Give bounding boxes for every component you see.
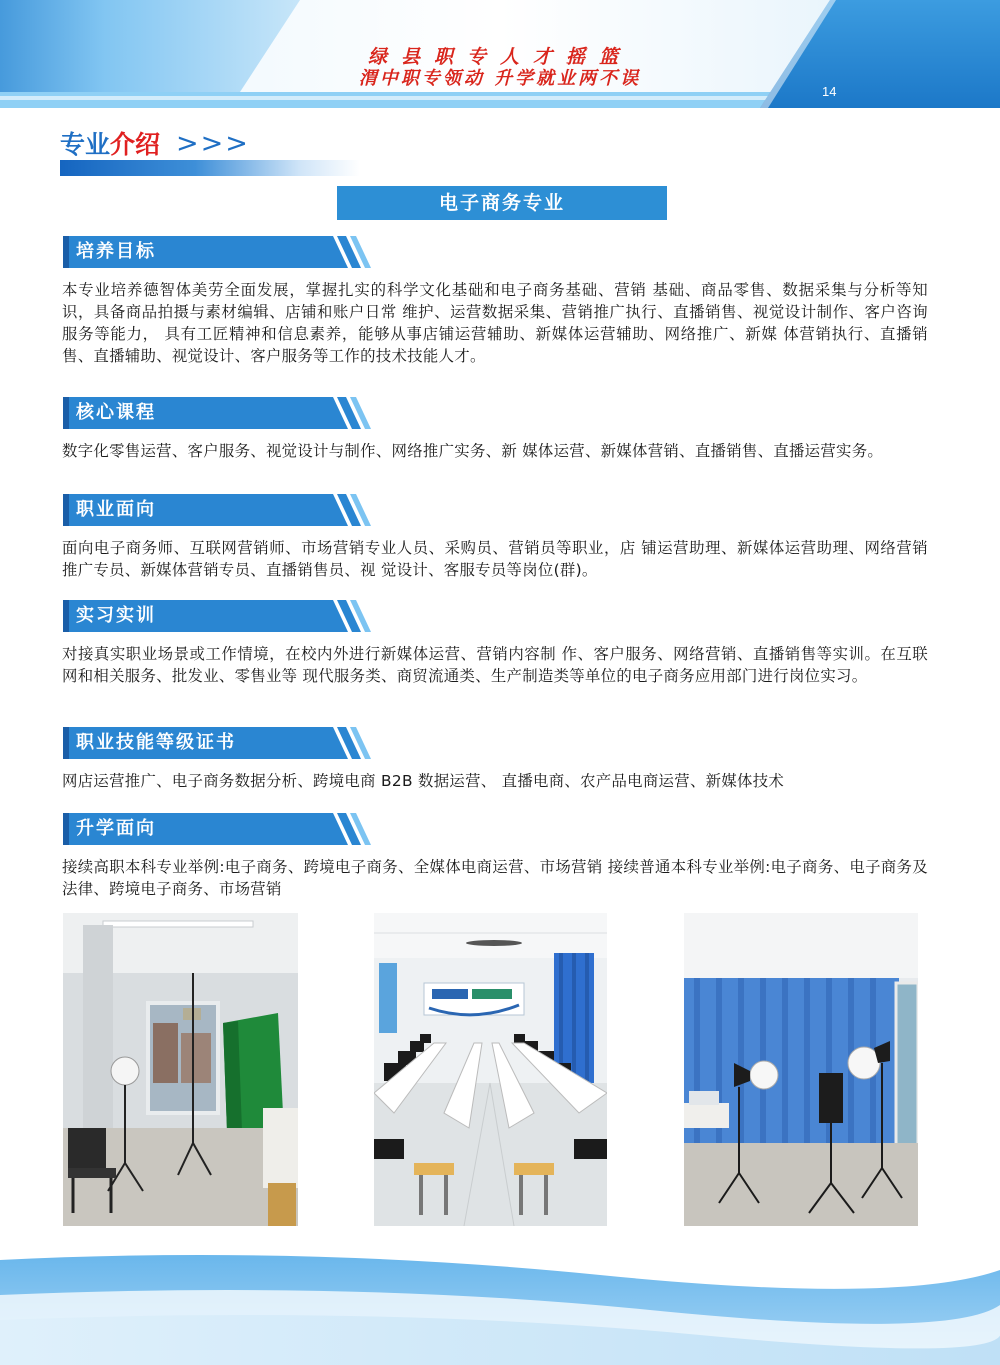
heading-label: 升学面向	[76, 818, 156, 839]
further-education-text: 接续高职本科专业举例:电子商务、跨境电子商务、全媒体电商运营、市场营销 接续普通本科专业举例:电子商务、电子商务及法律、跨境电子商务、市场营销	[62, 858, 928, 898]
section-title-underline	[60, 160, 360, 176]
header-slogan-line2: 渭中职专领动 升学就业两不误	[358, 68, 642, 89]
major-title: 电子商务专业	[337, 186, 667, 220]
footer-wave	[0, 1240, 1000, 1365]
heading-internship	[63, 600, 375, 632]
career-orientation-text: 面向电子商务师、互联网营销师、市场营销专业人员、采购员、营销员等职业，店 铺运营助理、新媒体运营助理、网络营销推广专员、新媒体营销专员、直播销售员、视 觉设计、客服专员等岗位(群)。	[62, 539, 928, 579]
heading-label: 职业面向	[76, 499, 156, 520]
header-banner	[0, 0, 1000, 108]
heading-certificates	[63, 727, 375, 759]
heading-core-courses	[63, 397, 375, 429]
section-title-part1: 专业	[60, 130, 111, 159]
heading-training-goal	[63, 236, 375, 268]
core-courses-text: 数字化零售运营、客户服务、视觉设计与制作、网络推广实务、新 媒体运营、新媒体营销、直播销售、直播运营实务。	[62, 442, 884, 460]
heading-label: 实习实训	[76, 605, 156, 626]
heading-label: 职业技能等级证书	[76, 732, 236, 753]
photo-photography-studio	[684, 913, 918, 1226]
certificates-text: 网店运营推广、电子商务数据分析、跨境电商 B2B 数据运营、 直播电商、农产品电商运营、新媒体技术	[62, 772, 785, 790]
heading-label: 核心课程	[76, 402, 156, 423]
internship-text: 对接真实职业场景或工作情境，在校内外进行新媒体运营、营销内容制 作、客户服务、网络营销、直播销售等实训。在互联网和相关服务、批发业、零售业等 现代服务类、商贸流通类、生产制造类等单位的电子商务应用部门进行岗位实习。	[62, 645, 928, 685]
section-title	[60, 126, 250, 160]
heading-further-education	[63, 813, 375, 845]
section-title-arrows: >>>	[176, 127, 250, 159]
heading-career-orientation	[63, 494, 375, 526]
photo-live-studio	[63, 913, 298, 1226]
training-goal-text: 本专业培养德智体美劳全面发展，掌握扎实的科学文化基础和电子商务基础、营销 基础、商品零售、数据采集与分析等知识，具备商品拍摄与素材编辑、店铺和账户日常 维护、运营数据采集、营销推广执行、直播销售、视觉设计制作、客户咨询服务等能力， 具有工匠精神和信息素养，能够从事店铺运营辅助、新媒体运营辅助、网络推广、新媒 体营销执行、直播销售、直播辅助、视觉设计、客户服务等工作的技术技能人才。	[62, 281, 928, 365]
heading-label: 培养目标	[76, 241, 156, 262]
header-slogan-line1: 绿县职专人才摇篮	[367, 46, 632, 68]
photo-computer-classroom	[374, 913, 607, 1226]
section-title-part2: 介绍	[110, 130, 161, 159]
footer-background	[0, 1240, 1000, 1365]
page-number: 14	[822, 84, 837, 99]
